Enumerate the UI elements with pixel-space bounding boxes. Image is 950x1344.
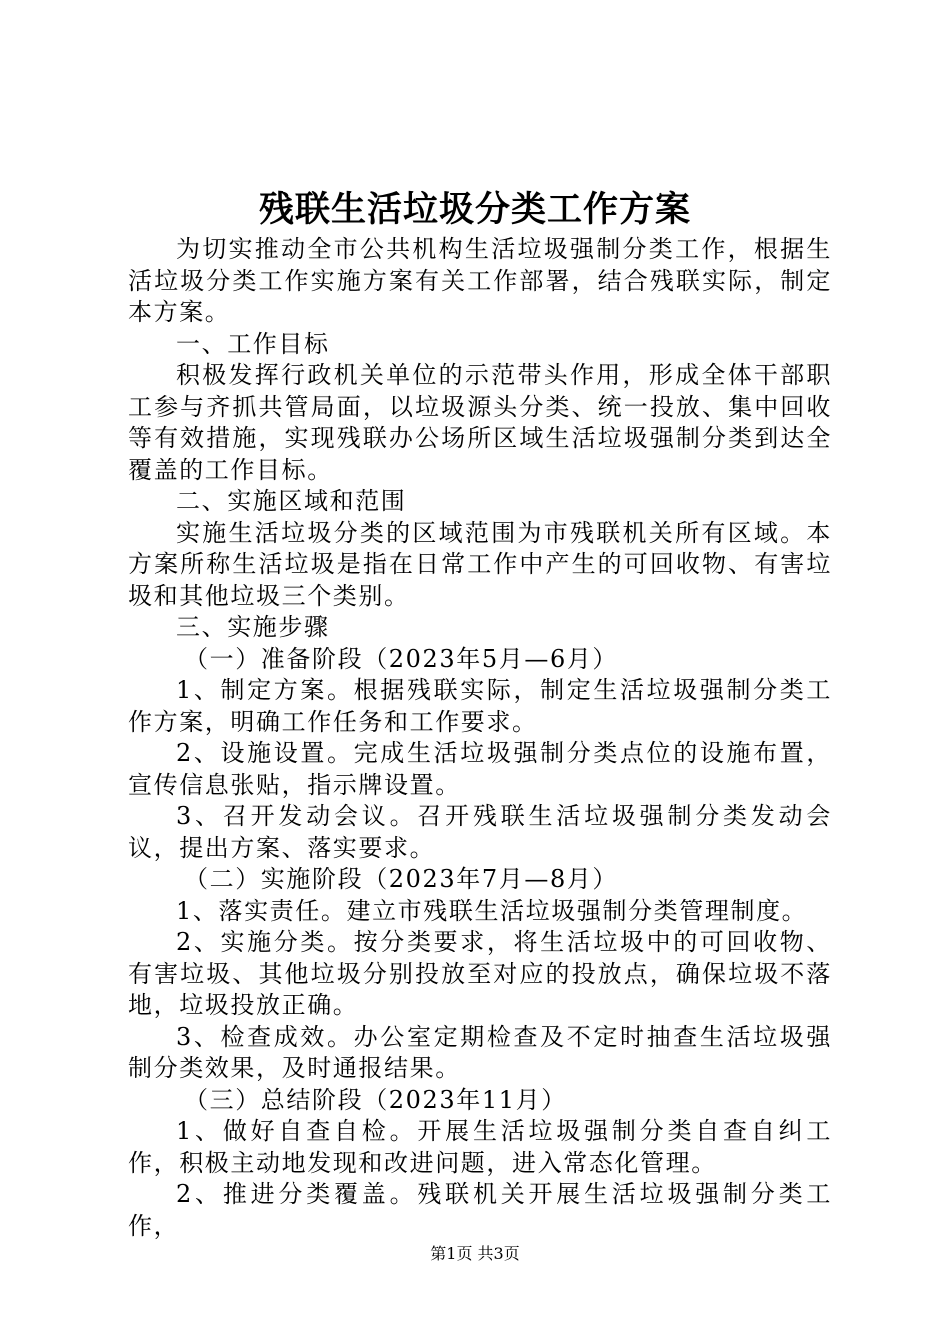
phase-heading: （三）总结阶段（2023年11月） — [184, 1085, 567, 1114]
list-item: 2、实施分类。按分类要求，将生活垃圾中的可回收物、有害垃圾、其他垃圾分别投放至对应的投放点，确保垃圾不落地，垃圾投放正确。 — [128, 928, 832, 1019]
document-body — [128, 234, 832, 1242]
phase-heading: （一）准备阶段（2023年5月—6月） — [184, 644, 619, 673]
list-item: 1、落实责任。建立市残联生活垃圾强制分类管理制度。 — [176, 896, 808, 925]
list-item: 1、制定方案。根据残联实际，制定生活垃圾强制分类工作方案，明确工作任务和工作要求。 — [128, 676, 832, 736]
list-item: 1、做好自查自检。开展生活垃圾强制分类自查自纠工作，积极主动地发现和改进问题，进入常态化管理。 — [128, 1117, 832, 1177]
body-paragraph: 实施生活垃圾分类的区域范围为市残联机关所有区域。本方案所称生活垃圾是指在日常工作中产生的可回收物、有害垃圾和其他垃圾三个类别。 — [128, 518, 832, 610]
section-heading: 一、工作目标 — [176, 329, 330, 358]
list-item: 2、推进分类覆盖。残联机关开展生活垃圾强制分类工作， — [128, 1180, 832, 1240]
list-item: 3、检查成效。办公室定期检查及不定时抽查生活垃圾强制分类效果，及时通报结果。 — [128, 1022, 832, 1082]
list-item: 3、召开发动会议。召开残联生活垃圾强制分类发动会议，提出方案、落实要求。 — [128, 802, 832, 862]
document-title: 残联生活垃圾分类工作方案 — [258, 189, 691, 230]
list-item: 2、设施设置。完成生活垃圾强制分类点位的设施布置，宣传信息张贴，指示牌设置。 — [128, 739, 832, 799]
page-number-footer: 第1页 共3页 — [430, 1244, 520, 1263]
section-heading: 二、实施区域和范围 — [176, 487, 407, 515]
intro-paragraph: 为切实推动全市公共机构生活垃圾强制分类工作，根据生活垃圾分类工作实施方案有关工作部署，结合残联实际，制定本方案。 — [128, 235, 832, 326]
section-heading: 三、实施步骤 — [176, 613, 330, 641]
body-paragraph: 积极发挥行政机关单位的示范带头作用，形成全体干部职工参与齐抓共管局面，以垃圾源头分类、统一投放、集中回收等有效措施，实现残联办公场所区域生活垃圾强制分类到达全覆盖的工作目标。 — [128, 361, 832, 484]
phase-heading: （二）实施阶段（2023年7月—8月） — [184, 865, 619, 893]
